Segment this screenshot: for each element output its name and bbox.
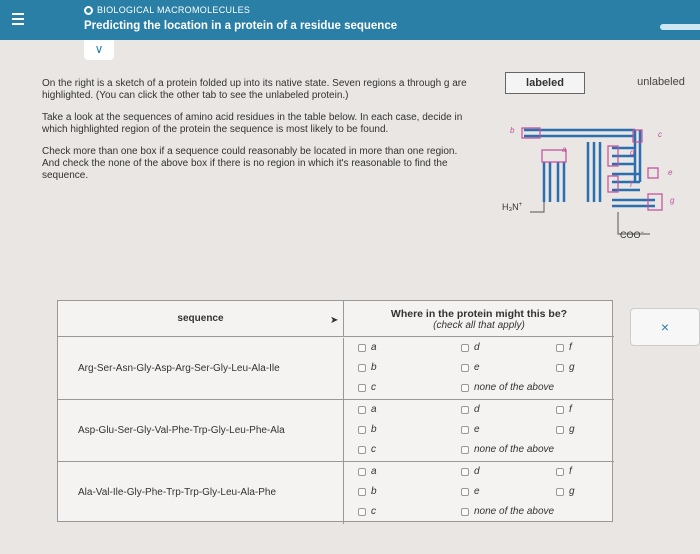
- option-label: b: [371, 362, 377, 373]
- option-none[interactable]: [461, 506, 554, 517]
- n-terminus-charge: +: [518, 202, 523, 208]
- checkbox[interactable]: [358, 508, 366, 516]
- strand-b: [524, 130, 635, 136]
- tab-labeled[interactable]: labeled: [505, 72, 585, 94]
- option-label: g: [569, 424, 575, 435]
- protein-fold-svg: [500, 122, 700, 242]
- checkbox[interactable]: [461, 426, 469, 434]
- checkbox[interactable]: [461, 446, 469, 454]
- chevron-down-icon: ∨: [94, 42, 104, 56]
- option-label: a: [371, 466, 377, 477]
- checkbox[interactable]: [556, 406, 564, 414]
- option-c[interactable]: [358, 382, 376, 393]
- option-b[interactable]: [358, 486, 377, 497]
- checkbox[interactable]: [556, 344, 564, 352]
- option-g[interactable]: [556, 362, 575, 373]
- checkbox[interactable]: [358, 468, 366, 476]
- option-label: f: [569, 342, 572, 353]
- sequence-cell: Asp-Glu-Ser-Gly-Val-Phe-Trp-Gly-Leu-Phe-Ala: [58, 400, 344, 462]
- checkbox[interactable]: [358, 446, 366, 454]
- table-row: [58, 462, 614, 524]
- option-label: g: [569, 486, 575, 497]
- app-header: [0, 0, 700, 40]
- question-text: Where in the protein might this be?: [390, 308, 568, 320]
- question-subtext: (check all that apply): [433, 320, 525, 331]
- option-a[interactable]: [358, 342, 377, 353]
- hamburger-icon[interactable]: [12, 10, 30, 28]
- c-terminus-label: [620, 230, 644, 240]
- cursor-arrow-icon: ➤: [330, 315, 339, 326]
- option-g[interactable]: [556, 486, 575, 497]
- protein-diagram: [500, 122, 700, 252]
- table-row: [58, 400, 614, 462]
- option-f[interactable]: [556, 466, 572, 477]
- instruction-3: Check more than one box if a sequence could reasonably be located in more than one region. And check the none of the above box if there is no region in which it's reasonable to find the sequence.: [42, 146, 458, 181]
- label-f: f: [630, 180, 633, 189]
- strand-a1: [544, 162, 550, 202]
- option-none[interactable]: [461, 382, 554, 393]
- checkbox[interactable]: [461, 384, 469, 392]
- subject-label: BIOLOGICAL MACROMOLECULES: [97, 5, 251, 15]
- instructions: [42, 78, 472, 192]
- collapse-button[interactable]: [84, 40, 114, 60]
- n-terminus-tail: [530, 202, 544, 212]
- n-terminus-label: [502, 202, 522, 212]
- option-label: none of the above: [474, 506, 555, 517]
- option-label: c: [371, 444, 376, 455]
- sequence-cell: Ala-Val-Ile-Gly-Phe-Trp-Trp-Gly-Leu-Ala-Phe: [58, 462, 344, 524]
- checkbox[interactable]: [461, 468, 469, 476]
- checkbox[interactable]: [461, 344, 469, 352]
- option-e[interactable]: [461, 362, 480, 373]
- option-a[interactable]: [358, 404, 377, 415]
- option-b[interactable]: [358, 362, 377, 373]
- tab-unlabeled[interactable]: unlabeled: [637, 76, 685, 88]
- option-c[interactable]: [358, 506, 376, 517]
- checkbox[interactable]: [358, 488, 366, 496]
- option-label: c: [371, 382, 376, 393]
- option-label: d: [474, 342, 480, 353]
- instruction-1: On the right is a sketch of a protein folded up into its native state. Seven regions a through g are highlighted. (You can click the other tab to see the unlabeled protein.): [42, 78, 467, 101]
- c-terminus-text: COO: [620, 230, 641, 240]
- label-e: e: [668, 168, 673, 177]
- checkbox[interactable]: [461, 508, 469, 516]
- checkbox[interactable]: [358, 426, 366, 434]
- option-label: e: [474, 486, 480, 497]
- table-row: [58, 338, 614, 400]
- progress-bar: [660, 24, 700, 30]
- label-c: c: [658, 130, 662, 139]
- option-label: b: [371, 424, 377, 435]
- label-g: g: [670, 196, 675, 205]
- close-button[interactable]: [630, 308, 700, 346]
- region-e-outline: [648, 168, 658, 178]
- option-label: d: [474, 404, 480, 415]
- strand-a2: [558, 162, 564, 202]
- option-e[interactable]: [461, 486, 480, 497]
- option-label: f: [569, 404, 572, 415]
- checkbox[interactable]: [461, 364, 469, 372]
- instruction-2: Take a look at the sequences of amino acid residues in the table below. In each case, decide in which highlighted region of the protein the sequence is most likely to be found.: [42, 112, 463, 135]
- column-header-sequence: sequence: [58, 301, 344, 337]
- region-g-outline: [648, 194, 662, 210]
- option-label: f: [569, 466, 572, 477]
- checkbox[interactable]: [358, 364, 366, 372]
- option-g[interactable]: [556, 424, 575, 435]
- option-none[interactable]: [461, 444, 554, 455]
- subject-breadcrumb: [84, 5, 250, 15]
- label-b: b: [510, 126, 515, 135]
- c-terminus-charge: −: [640, 230, 645, 236]
- option-f[interactable]: [556, 342, 572, 353]
- checkbox[interactable]: [556, 426, 564, 434]
- option-label: a: [371, 342, 377, 353]
- option-d[interactable]: [461, 404, 480, 415]
- checkbox[interactable]: [358, 406, 366, 414]
- checkbox[interactable]: [461, 406, 469, 414]
- option-label: d: [474, 466, 480, 477]
- checkbox[interactable]: [556, 364, 564, 372]
- checkbox[interactable]: [461, 488, 469, 496]
- checkbox[interactable]: [556, 468, 564, 476]
- option-f[interactable]: [556, 404, 572, 415]
- option-e[interactable]: [461, 424, 480, 435]
- close-icon: ×: [660, 319, 670, 335]
- sequence-cell: Arg-Ser-Asn-Gly-Asp-Arg-Ser-Gly-Leu-Ala-Ile: [58, 338, 344, 400]
- option-label: b: [371, 486, 377, 497]
- option-label: a: [371, 404, 377, 415]
- option-label: e: [474, 362, 480, 373]
- diagram-tabs: [505, 72, 700, 94]
- option-d[interactable]: [461, 466, 480, 477]
- option-a[interactable]: [358, 466, 377, 477]
- option-c[interactable]: [358, 444, 376, 455]
- sequence-table: [57, 300, 613, 522]
- status-dot-icon: [84, 6, 93, 15]
- loop-connector: [588, 142, 600, 202]
- checkbox[interactable]: [358, 344, 366, 352]
- option-label: none of the above: [474, 382, 555, 393]
- option-label: e: [474, 424, 480, 435]
- table-header: [58, 301, 614, 337]
- option-d[interactable]: [461, 342, 480, 353]
- option-label: none of the above: [474, 444, 555, 455]
- option-label: c: [371, 506, 376, 517]
- page-title: Predicting the location in a protein of a residue sequence: [84, 20, 398, 32]
- label-d: d: [630, 148, 635, 157]
- checkbox[interactable]: [358, 384, 366, 392]
- option-label: g: [569, 362, 575, 373]
- option-b[interactable]: [358, 424, 377, 435]
- n-terminus-text: H₃N: [502, 202, 519, 212]
- label-a: a: [562, 145, 567, 154]
- checkbox[interactable]: [556, 488, 564, 496]
- column-header-options: [344, 301, 614, 337]
